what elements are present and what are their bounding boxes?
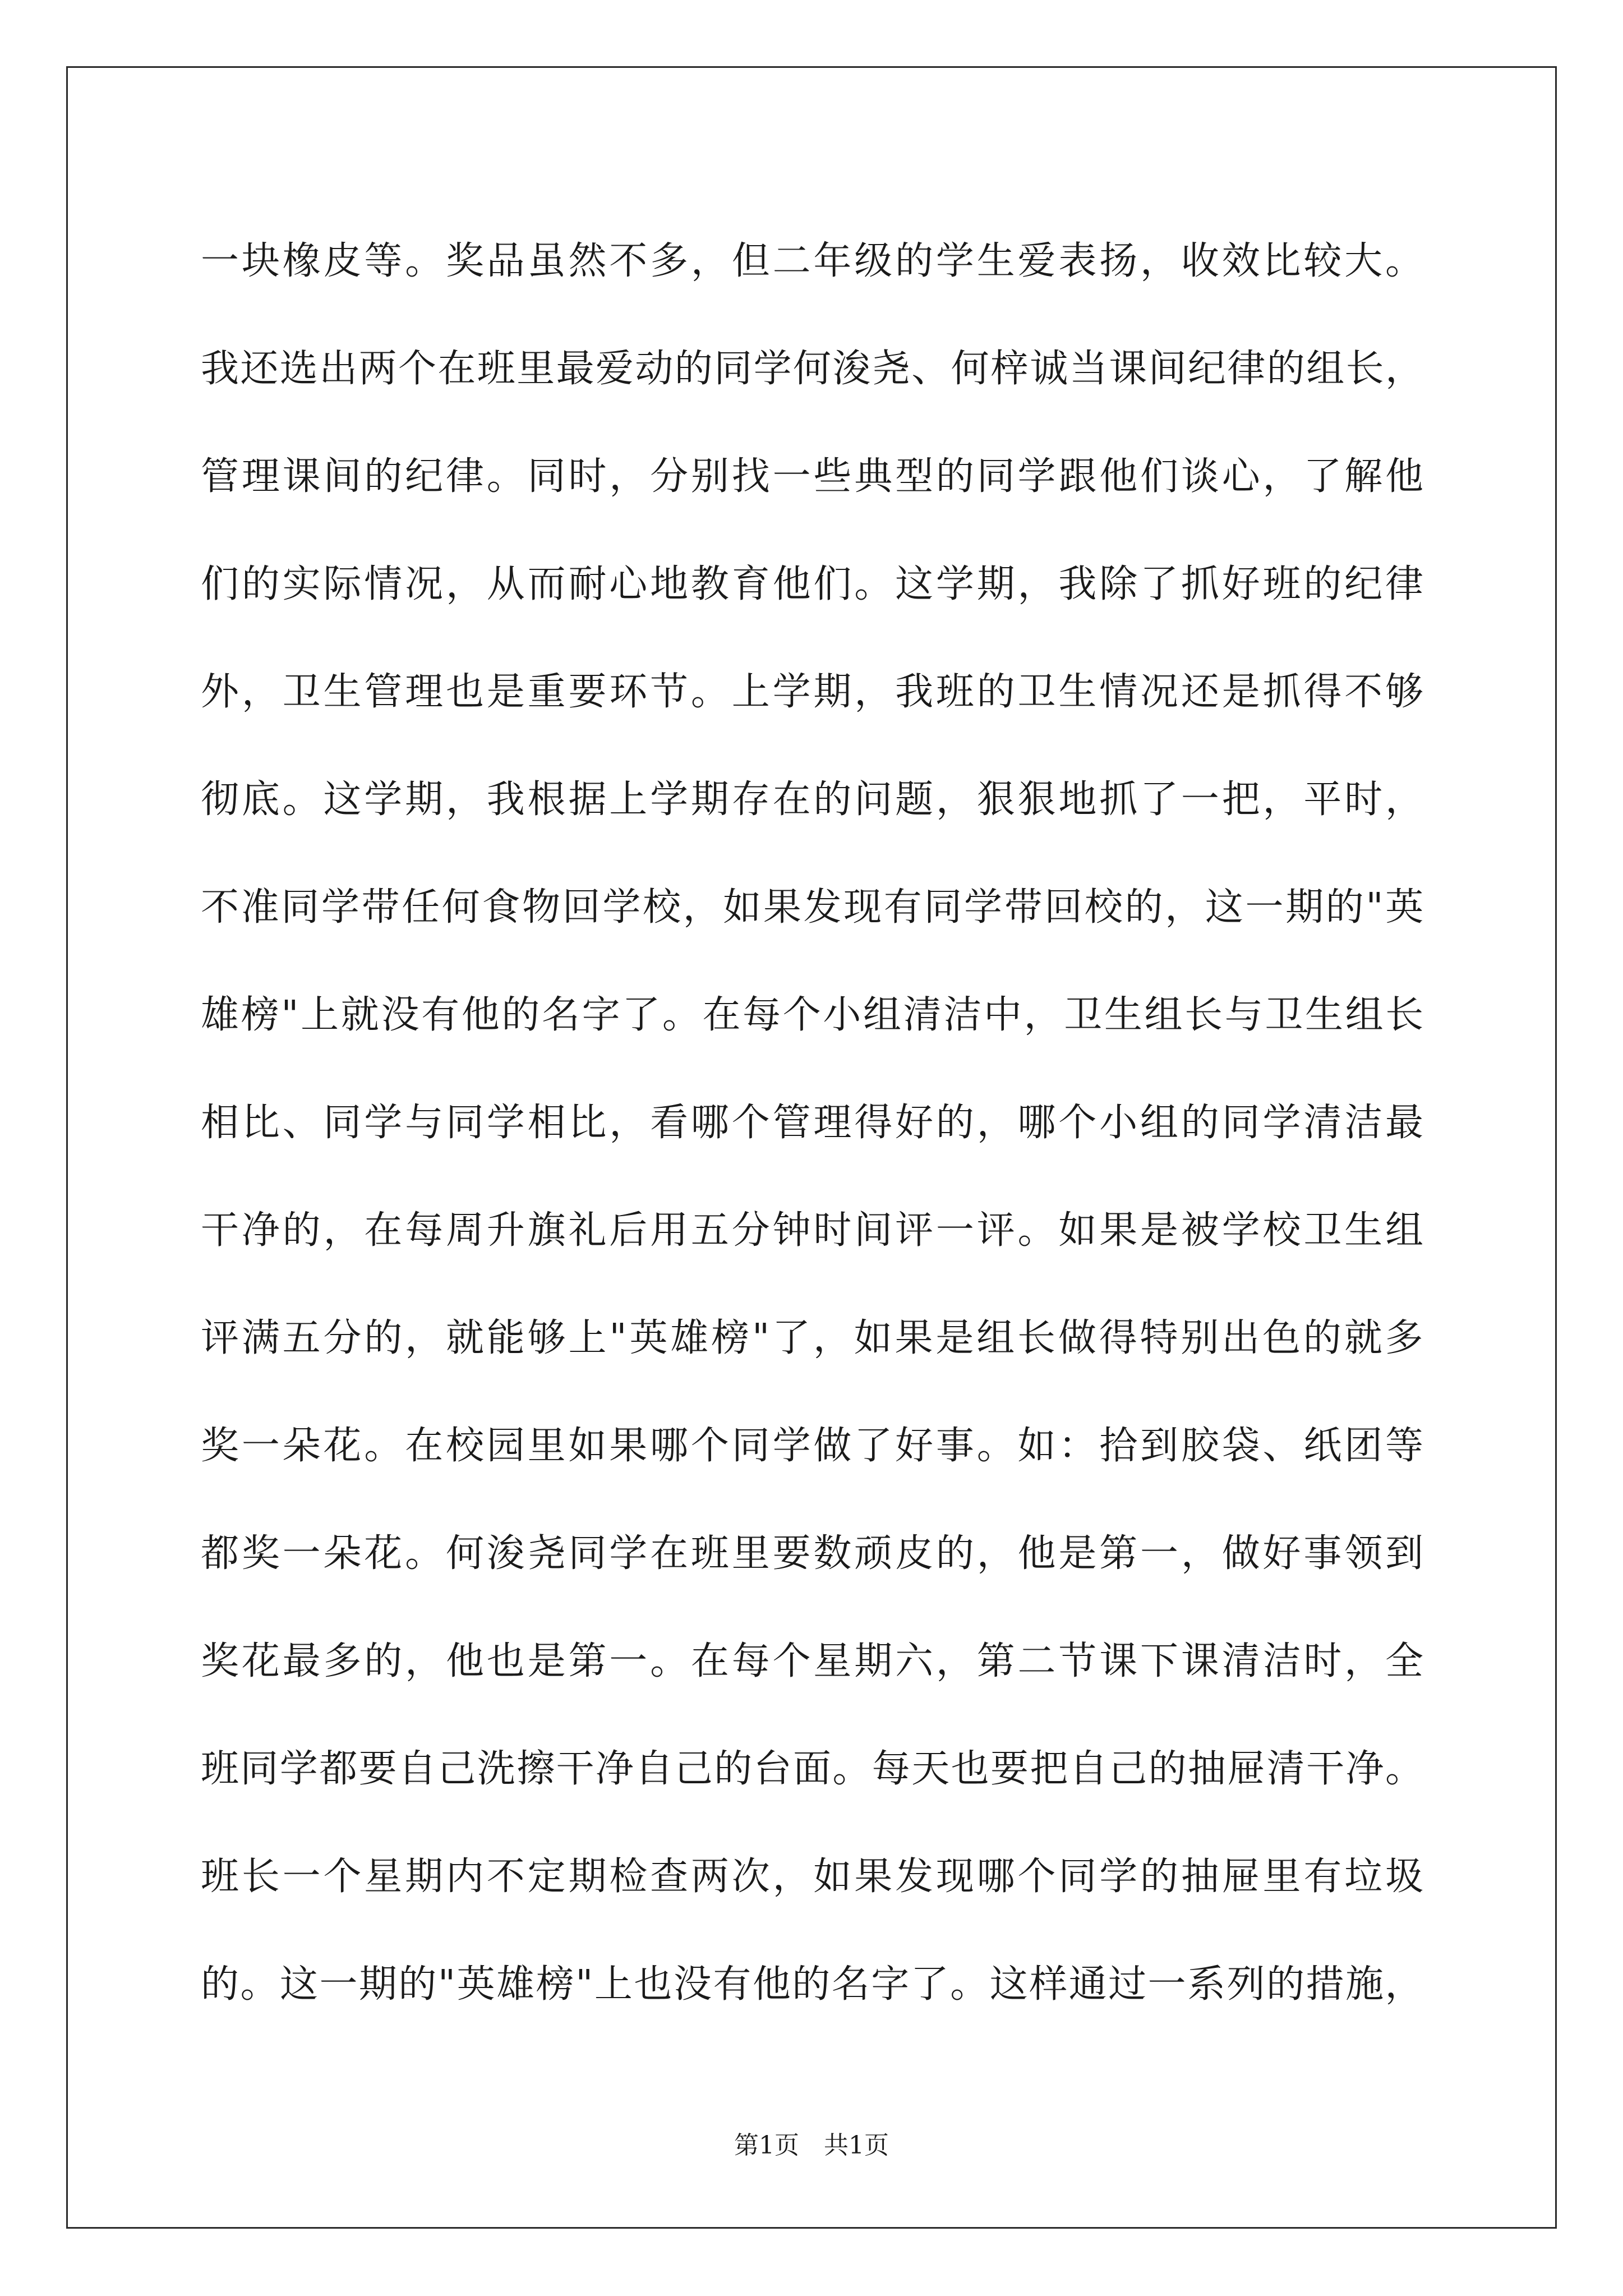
- text-line: 管理课间的纪律。同时，分别找一些典型的同学跟他们谈心，了解他: [201, 454, 1426, 499]
- text-line: 外，卫生管理也是重要环节。上学期，我班的卫生情况还是抓得不够: [201, 670, 1426, 714]
- text-line: 干净的，在每周升旗礼后用五分钟时间评一评。如果是被学校卫生组: [201, 1208, 1426, 1253]
- text-line: 不准同学带任何食物回学校，如果发现有同学带回校的，这一期的"英: [201, 885, 1426, 930]
- page-number-footer: 第1页 共1页: [734, 2131, 889, 2160]
- text-line: 我还选出两个在班里最爱动的同学何浚尧、何梓诚当课间纪律的组长，: [201, 347, 1425, 391]
- text-line: 班长一个星期内不定期检查两次，如果发现哪个同学的抽屉里有垃圾: [201, 1855, 1426, 1899]
- text-line: 的。这一期的"英雄榜"上也没有他的名字了。这样通过一系列的措施，: [201, 1962, 1425, 2007]
- text-line: 评满五分的，就能够上"英雄榜"了，如果是组长做得特别出色的就多: [201, 1316, 1426, 1360]
- text-line: 相比、同学与同学相比，看哪个管理得好的，哪个小组的同学清洁最: [201, 1101, 1426, 1145]
- text-line: 班同学都要自己洗擦干净自己的台面。每天也要把自己的抽屉清干净。: [201, 1747, 1425, 1791]
- text-line: 一块橡皮等。奖品虽然不多，但二年级的学生爱表扬，收效比较大。: [201, 239, 1426, 283]
- text-line: 雄榜"上就没有他的名字了。在每个小组清洁中，卫生组长与卫生组长: [201, 993, 1426, 1037]
- text-line: 们的实际情况，从而耐心地教育他们。这学期，我除了抓好班的纪律: [201, 562, 1426, 606]
- text-line: 奖一朵花。在校园里如果哪个同学做了好事。如：拾到胶袋、纸团等: [201, 1424, 1426, 1468]
- text-line: 彻底。这学期，我根据上学期存在的问题，狠狠地抓了一把，平时，: [201, 777, 1426, 822]
- text-line: 都奖一朵花。何浚尧同学在班里要数顽皮的，他是第一，做好事领到: [201, 1531, 1426, 1576]
- text-line: 奖花最多的，他也是第一。在每个星期六，第二节课下课清洁时，全: [201, 1639, 1426, 1683]
- document-body: [201, 208, 1426, 2039]
